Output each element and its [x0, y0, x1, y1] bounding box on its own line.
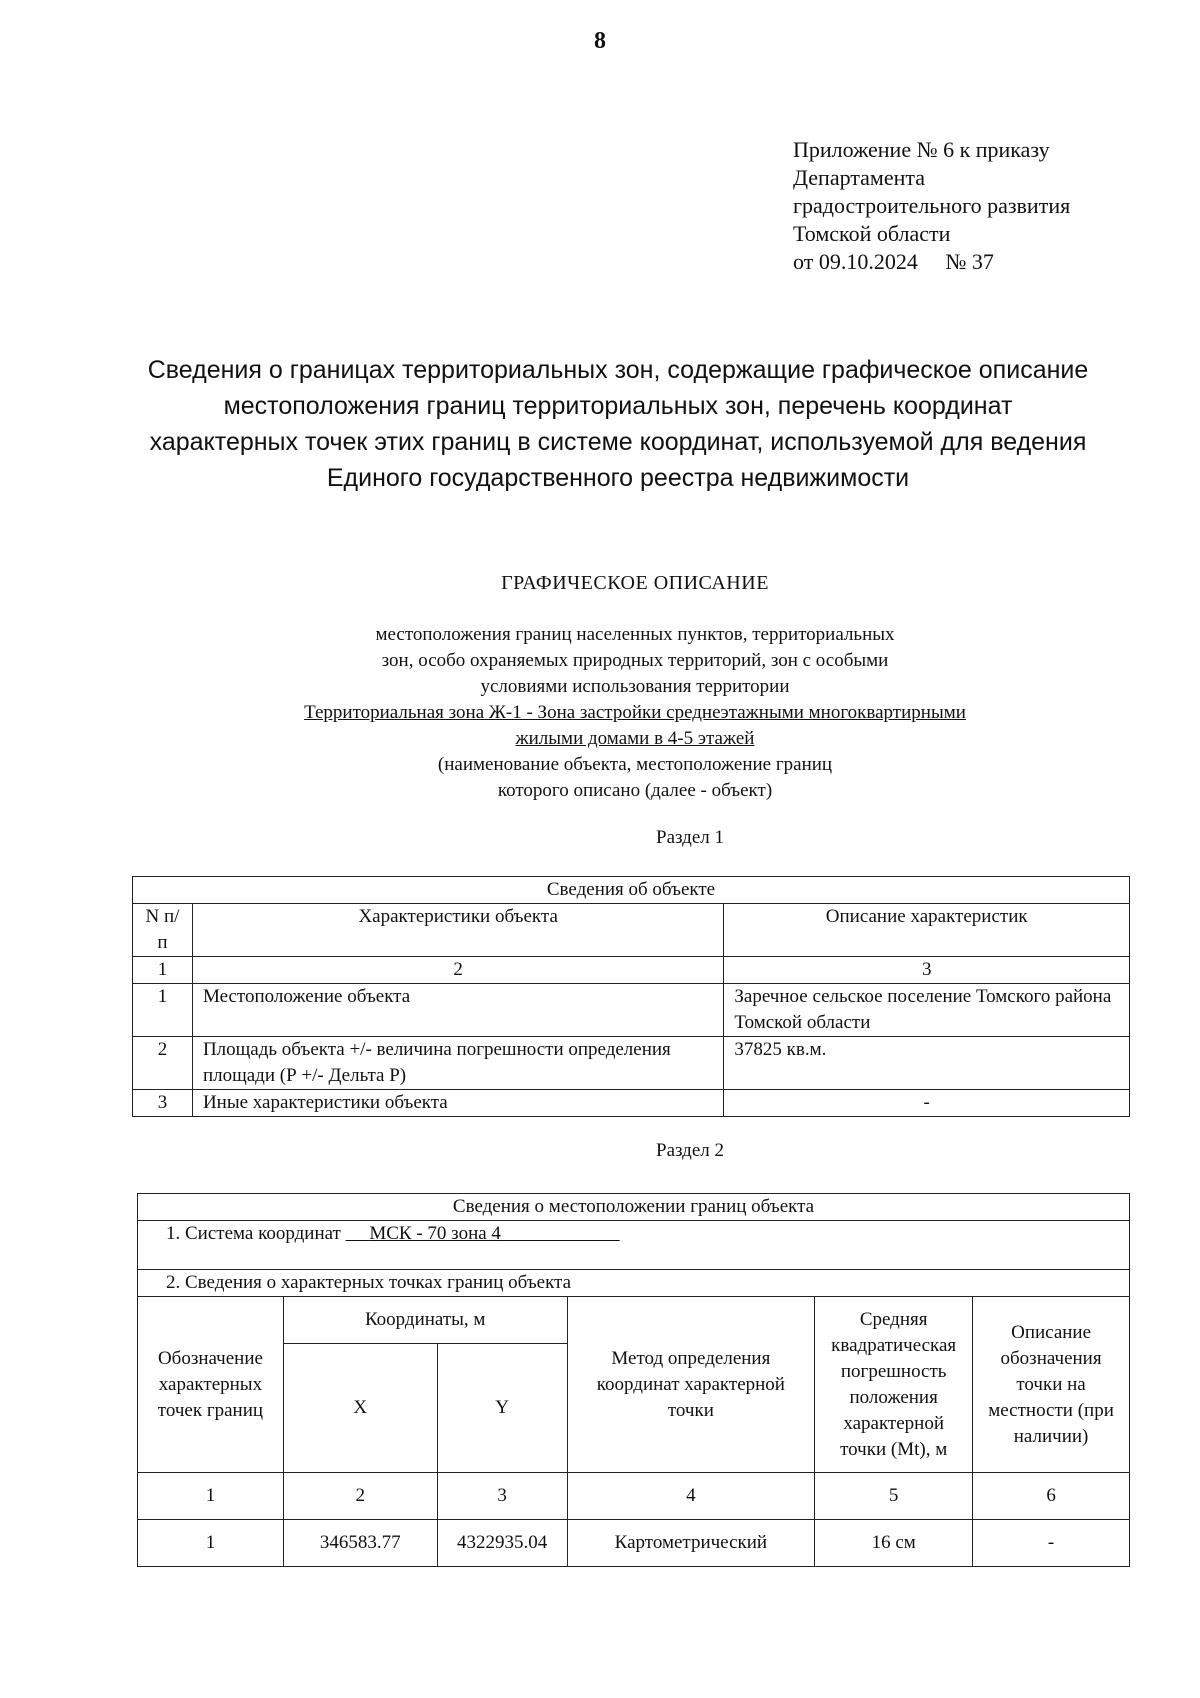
appendix-line: градостроительного развития — [793, 193, 1071, 218]
coordinate-system-row — [138, 1221, 1130, 1270]
boundary-points-table — [137, 1193, 1130, 1567]
index-cell: 1 — [138, 1473, 284, 1520]
table-row — [133, 1037, 1130, 1090]
header-characteristics: Характеристики объекта — [192, 904, 723, 957]
header-marker: Описание обозначения точки на местности (при наличии) — [973, 1297, 1130, 1473]
header-method: Метод определения координат характерной точки — [567, 1297, 815, 1473]
row-num: 3 — [133, 1090, 193, 1117]
index-cell: 3 — [724, 957, 1130, 984]
row-num: 1 — [133, 984, 193, 1037]
index-cell: 3 — [437, 1473, 567, 1520]
header-description: Описание характеристик — [724, 904, 1130, 957]
row-characteristic: Иные характеристики объекта — [192, 1090, 723, 1117]
header-coordinates: Координаты, м — [283, 1297, 567, 1344]
row-description: - — [724, 1090, 1130, 1117]
row-description: 37825 кв.м. — [724, 1037, 1130, 1090]
appendix-date-number: от 09.10.2024 № 37 — [793, 249, 994, 274]
desc-line: местоположения границ населенных пунктов, территориальных — [375, 624, 895, 645]
zone-name-line: Территориальная зона Ж-1 - Зона застройки среднеэтажными многоквартирными — [304, 702, 966, 723]
coordinate-system-value — [346, 1223, 620, 1244]
document-title — [120, 352, 1116, 496]
header-designation: Обозначение характерных точек границ — [138, 1297, 284, 1473]
table-row — [133, 1090, 1130, 1117]
index-cell: 5 — [815, 1473, 973, 1520]
zone-name-line: жилыми домами в 4-5 этажей — [515, 728, 755, 749]
title-line: местоположения границ территориальных зон, перечень координат — [223, 392, 1013, 420]
appendix-block — [793, 136, 1070, 276]
point-id: 1 — [138, 1520, 284, 1567]
coordinate-system-name: МСК - 70 зона 4 — [369, 1223, 501, 1244]
row-num: 2 — [133, 1037, 193, 1090]
header-y: Y — [437, 1344, 567, 1473]
points-heading: 2. Сведения о характерных точках границ объекта — [138, 1270, 1130, 1297]
appendix-line: Томской области — [793, 221, 951, 246]
row-description: Заречное сельское поселение Томского района Томской области — [724, 984, 1130, 1037]
row-characteristic: Местоположение объекта — [192, 984, 723, 1037]
page-number: 8 — [594, 28, 606, 54]
coordinate-system-label: 1. Система координат — [166, 1223, 346, 1244]
row-characteristic: Площадь объекта +/- величина погрешности определения площади (Р +/- Дельта Р) — [192, 1037, 723, 1090]
section-1-label: Раздел 1 — [656, 827, 724, 848]
index-cell: 2 — [283, 1473, 437, 1520]
header-error: Средняя квадратическая погрешность положения характерной точки (Mt), м — [815, 1297, 973, 1473]
appendix-line: Приложение № 6 к приказу — [793, 137, 1050, 162]
header-num: N п/п — [133, 904, 193, 957]
section-2-label: Раздел 2 — [656, 1140, 724, 1161]
desc-line: зон, особо охраняемых природных территорий, зон с особыми — [381, 650, 889, 671]
point-x: 346583.77 — [283, 1520, 437, 1567]
note-line: (наименование объекта, местоположение границ — [437, 754, 833, 775]
index-cell: 1 — [133, 957, 193, 984]
table-caption: Сведения о местоположении границ объекта — [138, 1194, 1130, 1221]
point-y: 4322935.04 — [437, 1520, 567, 1567]
point-marker: - — [973, 1520, 1130, 1567]
desc-line: условиями использования территории — [480, 676, 790, 697]
appendix-line: Департамента — [793, 165, 926, 190]
table-row — [133, 984, 1130, 1037]
object-info-table — [132, 876, 1130, 1117]
header-x: X — [283, 1344, 437, 1473]
point-error: 16 см — [815, 1520, 973, 1567]
index-cell: 2 — [192, 957, 723, 984]
table-row — [138, 1520, 1130, 1567]
note-line: которого описано (далее - объект) — [497, 780, 773, 801]
point-method: Картометрический — [567, 1520, 815, 1567]
title-line: Единого государственного реестра недвижимости — [326, 464, 910, 492]
graphic-description-heading: ГРАФИЧЕСКОЕ ОПИСАНИЕ — [501, 572, 769, 594]
index-cell: 4 — [567, 1473, 815, 1520]
title-line: характерных точек этих границ в системе координат, используемой для ведения — [149, 428, 1087, 456]
table-caption: Сведения об объекте — [133, 877, 1130, 904]
graphic-description-text — [200, 622, 1070, 804]
title-line: Сведения о границах территориальных зон, содержащие графическое описание — [147, 356, 1089, 384]
index-cell: 6 — [973, 1473, 1130, 1520]
